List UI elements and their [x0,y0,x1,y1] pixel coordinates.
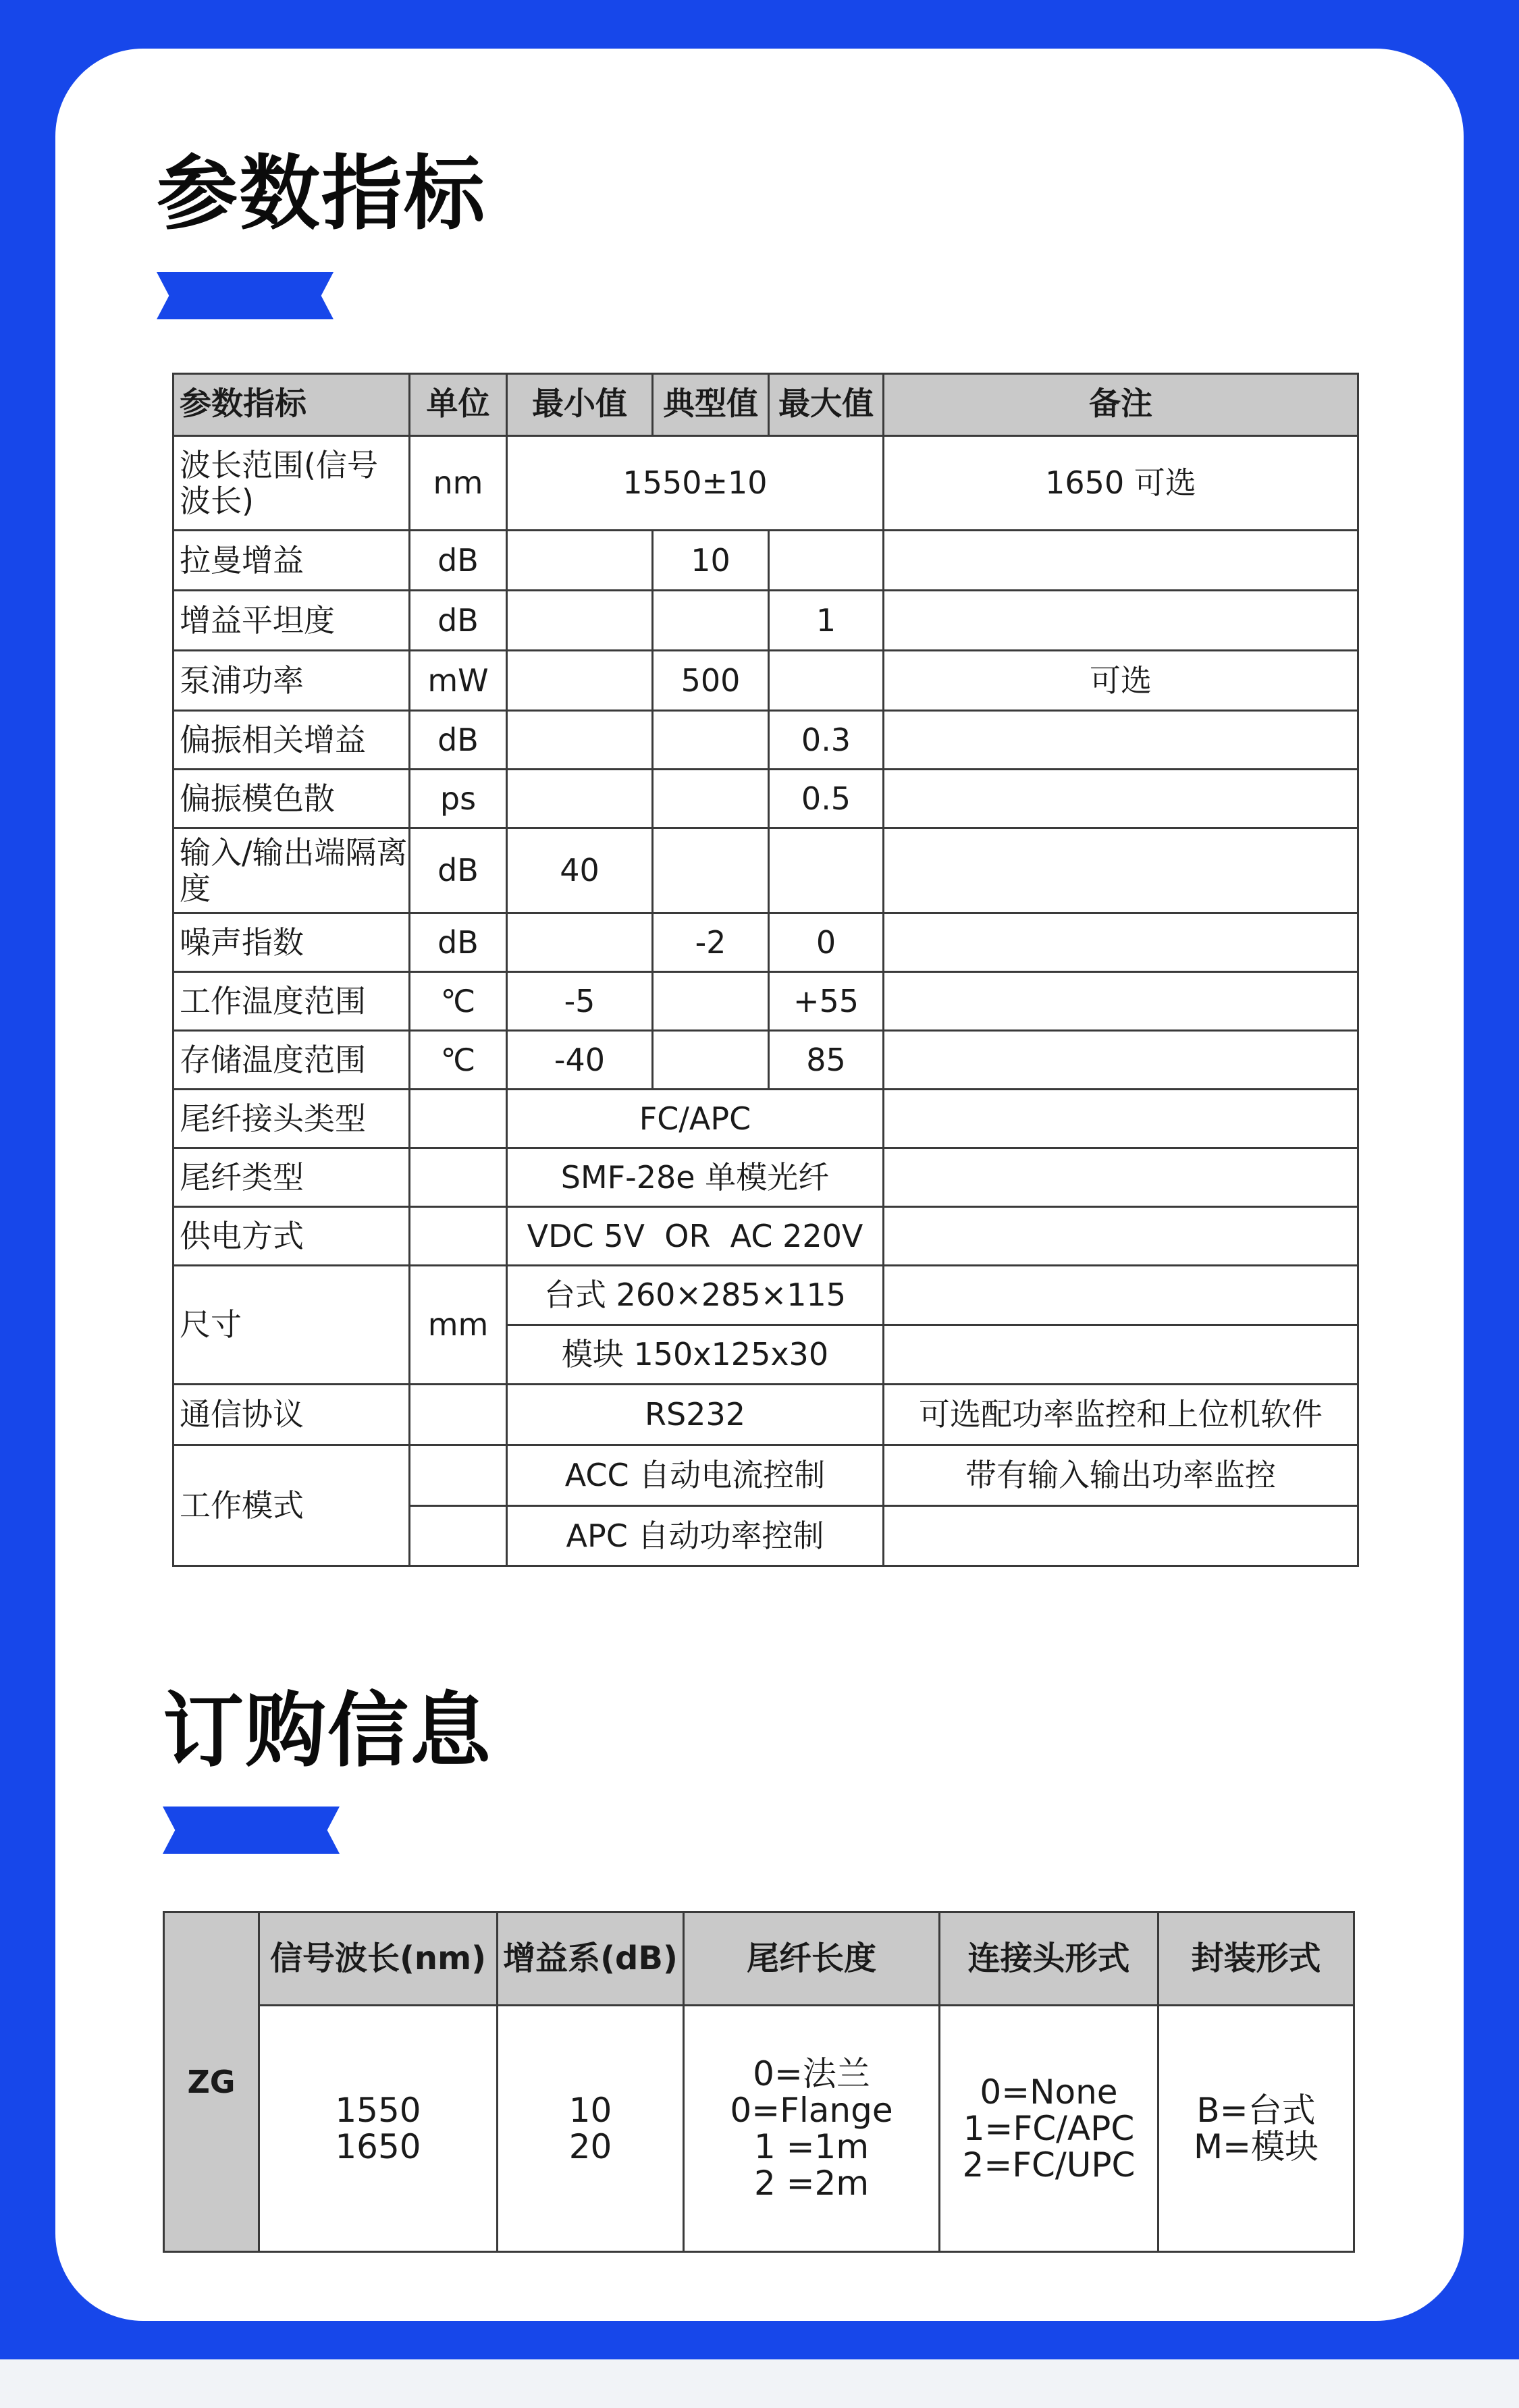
param-max: 0 [769,913,884,972]
table-row [174,1266,1358,1325]
param-name: 工作温度范围 [174,972,410,1031]
param-note: 可选配功率监控和上位机软件 [884,1385,1358,1445]
header-param: 参数指标 [174,374,410,436]
param-typ [653,828,769,913]
table-row [174,531,1358,591]
params-table [172,373,1359,1567]
param-min: -40 [507,1031,653,1090]
param-note [884,1090,1358,1148]
option-value: 1 =1m [753,2127,870,2166]
param-name: 增益平坦度 [174,591,410,651]
param-unit: ℃ [410,1031,507,1090]
param-name: 噪声指数 [174,913,410,972]
order-prefix: ZG [164,1912,259,2252]
table-row [174,1031,1358,1090]
option-value: 2=FC/UPC [962,2145,1136,2185]
param-max [769,531,884,591]
table-row [174,770,1358,828]
param-name: 尾纤类型 [174,1148,410,1207]
param-unit [410,1385,507,1445]
param-name: 通信协议 [174,1385,410,1445]
header-unit: 单位 [410,374,507,436]
param-note [884,1148,1358,1207]
table-row [174,1445,1358,1506]
param-unit: dB [410,711,507,770]
param-note: 带有输入输出功率监控 [884,1445,1358,1506]
param-unit: mW [410,651,507,711]
param-max: 0.3 [769,711,884,770]
param-typ: 10 [653,531,769,591]
option-value: 2 =2m [753,2164,870,2203]
param-merged-value: 模块 150x125x30 [507,1325,884,1385]
param-typ: -2 [653,913,769,972]
option-value: 10 [568,2091,612,2130]
param-unit: dB [410,913,507,972]
param-max [769,828,884,913]
order-header-wavelength: 信号波长(nm) [259,1912,498,2006]
header-max: 最大值 [769,374,884,436]
table-row [174,1207,1358,1266]
param-unit: dB [410,828,507,913]
param-max: 1 [769,591,884,651]
param-note [884,1031,1358,1090]
param-name: 偏振模色散 [174,770,410,828]
param-unit [410,1090,507,1148]
param-merged-value: ACC 自动电流控制 [507,1445,884,1506]
param-name: 偏振相关增益 [174,711,410,770]
option-value: 1=FC/APC [963,2109,1135,2148]
param-unit: mm [410,1266,507,1385]
param-note [884,1506,1358,1566]
order-section-title: 订购信息 [163,1684,492,1778]
param-note [884,828,1358,913]
order-options-package [1158,2006,1354,2252]
param-unit: dB [410,591,507,651]
table-row [174,651,1358,711]
order-options-connector [940,2006,1158,2252]
order-options-row [164,2006,1354,2252]
param-min: -5 [507,972,653,1031]
table-row [174,1385,1358,1445]
param-note [884,1325,1358,1385]
param-min [507,711,653,770]
param-unit: dB [410,531,507,591]
option-value: 0=Flange [730,2091,893,2130]
option-value: 1550 [335,2091,421,2130]
order-header-row [164,1912,1354,2006]
param-note [884,913,1358,972]
param-note [884,972,1358,1031]
option-value: 0=None [980,2072,1118,2112]
param-merged-value: FC/APC [507,1090,884,1148]
option-value: M=模块 [1193,2127,1319,2166]
param-note: 1650 可选 [884,436,1358,531]
param-max: +55 [769,972,884,1031]
order-title-bar [163,1807,340,1854]
param-note [884,531,1358,591]
option-value: 0=法兰 [753,2054,870,2093]
params-title-bar [157,272,334,319]
header-note: 备注 [884,374,1358,436]
param-name: 供电方式 [174,1207,410,1266]
option-value: 20 [568,2127,612,2166]
header-typ: 典型值 [653,374,769,436]
params-header-row [174,374,1358,436]
param-note [884,1207,1358,1266]
table-row [174,1148,1358,1207]
param-typ [653,711,769,770]
order-options-wavelength [259,2006,498,2252]
param-note [884,711,1358,770]
param-unit: ℃ [410,972,507,1031]
order-header-gain: 增益系(dB) [498,1912,684,2006]
order-header-pigtail-length: 尾纤长度 [684,1912,940,2006]
param-merged-value: 台式 260×285×115 [507,1266,884,1325]
param-max [769,651,884,711]
table-row [174,1090,1358,1148]
order-options-pigtail-length [684,2006,940,2252]
param-unit [410,1506,507,1566]
params-section-title: 参数指标 [157,147,486,241]
param-max: 85 [769,1031,884,1090]
param-min: 40 [507,828,653,913]
param-name: 波长范围(信号波长) [174,436,410,531]
param-merged-value: VDC 5V OR AC 220V [507,1207,884,1266]
table-row [174,828,1358,913]
order-options-gain [498,2006,684,2252]
table-row [174,913,1358,972]
param-unit: nm [410,436,507,531]
param-merged-value: SMF-28e 单模光纤 [507,1148,884,1207]
param-typ: 500 [653,651,769,711]
param-min [507,913,653,972]
param-name: 尾纤接头类型 [174,1090,410,1148]
param-min [507,531,653,591]
param-max: 0.5 [769,770,884,828]
option-value: B=台式 [1196,2091,1316,2130]
param-typ [653,591,769,651]
param-min [507,591,653,651]
table-row [174,972,1358,1031]
order-header-package: 封装形式 [1158,1912,1354,2006]
param-name: 尺寸 [174,1266,410,1385]
param-typ [653,972,769,1031]
header-min: 最小值 [507,374,653,436]
param-merged-value: RS232 [507,1385,884,1445]
param-unit [410,1445,507,1506]
param-name: 拉曼增益 [174,531,410,591]
param-unit [410,1148,507,1207]
option-value: 1650 [335,2127,421,2166]
param-min [507,651,653,711]
param-note [884,1266,1358,1325]
param-name: 存储温度范围 [174,1031,410,1090]
param-typ [653,1031,769,1090]
param-note [884,770,1358,828]
param-unit: ps [410,770,507,828]
table-row [174,711,1358,770]
param-unit [410,1207,507,1266]
param-note [884,591,1358,651]
param-name: 工作模式 [174,1445,410,1566]
param-name: 泵浦功率 [174,651,410,711]
table-row [174,591,1358,651]
table-row [174,436,1358,531]
param-typ [653,770,769,828]
param-note: 可选 [884,651,1358,711]
order-header-connector: 连接头形式 [940,1912,1158,2006]
order-table [163,1911,1355,2253]
param-merged-value: 1550±10 [507,436,884,531]
param-name: 输入/输出端隔离度 [174,828,410,913]
param-min [507,770,653,828]
param-merged-value: APC 自动功率控制 [507,1506,884,1566]
